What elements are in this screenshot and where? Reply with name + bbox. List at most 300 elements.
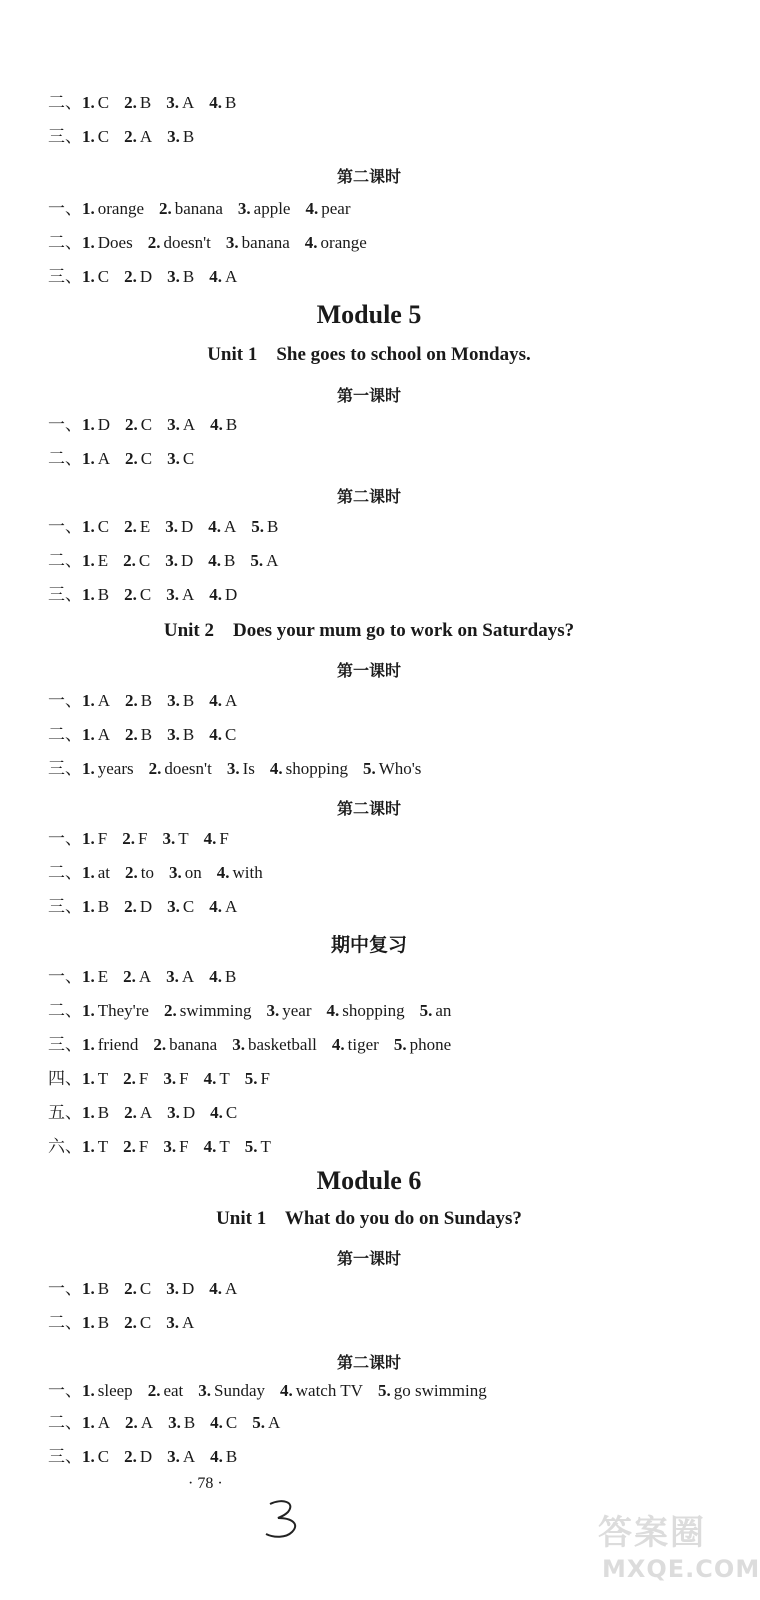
question-number: 2. xyxy=(124,897,137,916)
section-numeral: 三、 xyxy=(48,1447,82,1466)
question-number: 2. xyxy=(124,1279,137,1298)
question-number: 4. xyxy=(203,1069,217,1088)
answer-text: B xyxy=(140,725,153,744)
answer-text: C xyxy=(138,551,151,570)
question-number: 2. xyxy=(153,1035,167,1054)
question-number: 1. xyxy=(82,829,95,848)
answer-text: Does xyxy=(97,233,133,252)
question-number: 5. xyxy=(393,1035,407,1054)
module-heading: Module 6 xyxy=(316,1166,422,1195)
unit-heading: Unit 1 What do you do on Sundays? xyxy=(216,1208,522,1229)
answer-text: C xyxy=(97,267,110,286)
answer-text: Sunday xyxy=(214,1381,266,1400)
section-numeral: 三、 xyxy=(48,759,82,778)
answer-text: C xyxy=(224,725,237,744)
answer-item xyxy=(82,92,109,114)
answer-item xyxy=(124,516,150,538)
answer-item xyxy=(124,266,152,288)
answer-text: F xyxy=(138,1137,149,1156)
answer-text: A xyxy=(181,93,195,112)
answer-item xyxy=(82,516,109,538)
answer-row xyxy=(48,1412,295,1434)
answer-row xyxy=(48,1068,285,1090)
answer-text: shopping xyxy=(285,759,348,778)
question-number: 4. xyxy=(210,1413,223,1432)
answer-item xyxy=(420,1000,452,1022)
answer-item xyxy=(209,92,236,114)
answer-text: A xyxy=(140,1413,154,1432)
answer-text: Is xyxy=(242,759,255,778)
answer-item xyxy=(82,1068,108,1090)
answer-item xyxy=(148,232,211,254)
answer-item xyxy=(204,1136,230,1158)
answer-row xyxy=(48,862,278,884)
answer-item xyxy=(210,1412,237,1434)
section-numeral: 二、 xyxy=(48,1313,82,1332)
answer-item xyxy=(165,516,193,538)
question-number: 5. xyxy=(251,517,265,536)
section-numeral: 一、 xyxy=(48,1381,82,1400)
question-number: 3. xyxy=(167,1103,180,1122)
question-number: 3. xyxy=(165,517,178,536)
answer-text: B xyxy=(224,93,237,112)
answer-text: A xyxy=(224,517,237,536)
answer-text: year xyxy=(282,1001,312,1020)
answer-item xyxy=(82,966,108,988)
answer-row xyxy=(48,1102,252,1124)
answer-item xyxy=(124,1446,152,1468)
answer-item xyxy=(82,198,144,220)
answer-text: banana xyxy=(174,199,223,218)
answer-item xyxy=(238,198,291,220)
question-number: 3. xyxy=(163,1137,177,1156)
answer-text: C xyxy=(225,1103,238,1122)
question-number: 1. xyxy=(82,585,95,604)
question-number: 4. xyxy=(209,1279,222,1298)
answer-row xyxy=(48,550,293,572)
question-number: 1. xyxy=(82,449,95,468)
answer-text: D xyxy=(180,551,194,570)
answer-item xyxy=(198,1380,265,1402)
answer-text: F xyxy=(97,829,108,848)
answer-item xyxy=(163,1068,188,1090)
answer-item xyxy=(125,724,152,746)
answer-text: friend xyxy=(97,1035,139,1054)
answer-text: E xyxy=(97,967,109,986)
answer-item xyxy=(363,758,421,780)
answer-text: orange xyxy=(320,233,367,252)
question-number: 4. xyxy=(216,863,230,882)
answer-item xyxy=(208,516,236,538)
answer-text: watch TV xyxy=(295,1381,363,1400)
answer-item xyxy=(167,126,194,148)
review-heading: 期中复习 xyxy=(330,934,407,956)
lesson-heading: 第一课时 xyxy=(336,386,401,405)
answer-text: D xyxy=(139,1447,153,1466)
answer-item xyxy=(250,550,278,572)
answer-text: F xyxy=(137,829,148,848)
answer-item xyxy=(210,1446,237,1468)
answer-text: C xyxy=(140,415,153,434)
question-number: 3. xyxy=(167,415,180,434)
answer-text: F xyxy=(138,1069,149,1088)
answer-item xyxy=(82,266,109,288)
question-number: 1. xyxy=(82,967,95,986)
answer-item xyxy=(124,896,152,918)
question-number: 1. xyxy=(82,127,95,146)
answer-item xyxy=(210,414,237,436)
question-number: 2. xyxy=(124,1447,137,1466)
answer-text: shopping xyxy=(342,1001,405,1020)
answer-item xyxy=(167,896,194,918)
unit-heading: Unit 2 Does your mum go to work on Saturdays? xyxy=(163,620,575,641)
question-number: 4. xyxy=(209,967,222,986)
question-number: 3. xyxy=(169,863,182,882)
answer-item xyxy=(167,690,194,712)
answer-text: to xyxy=(140,863,155,882)
answer-row xyxy=(48,896,252,918)
answer-row xyxy=(48,690,252,712)
question-number: 1. xyxy=(82,1381,95,1400)
answer-item xyxy=(227,758,255,780)
answer-item xyxy=(82,1380,133,1402)
answer-text: B xyxy=(224,551,236,570)
question-number: 3. xyxy=(167,267,180,286)
answer-item xyxy=(327,1000,405,1022)
question-number: 3. xyxy=(167,897,180,916)
answer-item xyxy=(82,126,109,148)
answer-text: sleep xyxy=(97,1381,133,1400)
answer-row xyxy=(48,414,252,436)
question-number: 3. xyxy=(225,233,239,252)
answer-item xyxy=(82,1278,109,1300)
question-number: 5. xyxy=(250,551,264,570)
answer-item xyxy=(226,232,290,254)
answer-item xyxy=(125,448,152,470)
question-number: 4. xyxy=(203,1137,217,1156)
answer-text: B xyxy=(139,93,152,112)
answer-item xyxy=(162,828,188,850)
lesson-heading: 第二课时 xyxy=(336,1353,401,1372)
question-number: 4. xyxy=(280,1381,293,1400)
question-number: 3. xyxy=(166,93,179,112)
answer-text: B xyxy=(225,1447,238,1466)
answer-row xyxy=(48,198,366,220)
question-number: 1. xyxy=(82,93,95,112)
answer-text: years xyxy=(97,759,134,778)
answer-text: B xyxy=(225,415,238,434)
question-number: 2. xyxy=(125,449,138,468)
answer-text: Who's xyxy=(378,759,422,778)
answer-item xyxy=(82,1412,110,1434)
answer-item xyxy=(217,862,263,884)
section-numeral: 二、 xyxy=(48,93,82,112)
section-numeral: 一、 xyxy=(48,517,82,536)
answer-row xyxy=(48,758,436,780)
answer-text: A xyxy=(268,1413,281,1432)
question-number: 3. xyxy=(266,1001,280,1020)
section-numeral: 二、 xyxy=(48,1413,82,1432)
answer-item xyxy=(82,1034,138,1056)
answer-item xyxy=(209,1278,237,1300)
answer-item xyxy=(123,550,150,572)
answer-text: C xyxy=(139,1313,152,1332)
answer-item xyxy=(82,758,134,780)
question-number: 3. xyxy=(167,1447,180,1466)
answer-text: F xyxy=(260,1069,270,1088)
answer-text: tiger xyxy=(347,1035,379,1054)
question-number: 2. xyxy=(124,127,137,146)
answer-item xyxy=(166,584,194,606)
answer-text: D xyxy=(180,517,194,536)
question-number: 4. xyxy=(209,691,222,710)
answer-row xyxy=(48,828,244,850)
answer-item xyxy=(163,1136,188,1158)
answer-text: C xyxy=(225,1413,238,1432)
answer-text: B xyxy=(182,725,195,744)
question-number: 3. xyxy=(226,759,240,778)
question-number: 3. xyxy=(166,585,179,604)
answer-item xyxy=(209,966,236,988)
question-number: 2. xyxy=(123,551,136,570)
lesson-heading: 第一课时 xyxy=(336,1249,401,1268)
question-number: 1. xyxy=(82,1447,95,1466)
answer-row xyxy=(48,1136,286,1158)
answer-text: B xyxy=(182,267,195,286)
lesson-heading: 第一课时 xyxy=(336,661,401,680)
section-numeral: 三、 xyxy=(48,267,82,286)
answer-item xyxy=(166,1278,194,1300)
question-number: 2. xyxy=(124,93,137,112)
answer-item xyxy=(148,1380,184,1402)
answer-item xyxy=(123,1068,148,1090)
answer-text: T xyxy=(219,1137,230,1156)
question-number: 2. xyxy=(122,829,135,848)
answer-item xyxy=(124,126,152,148)
section-numeral: 三、 xyxy=(48,585,82,604)
answer-item xyxy=(166,1312,194,1334)
answer-text: C xyxy=(97,517,110,536)
answer-item xyxy=(125,862,154,884)
answer-row xyxy=(48,1034,466,1056)
question-number: 2. xyxy=(147,233,161,252)
answer-text: orange xyxy=(97,199,145,218)
answer-item xyxy=(167,724,194,746)
answer-item xyxy=(82,828,107,850)
answer-text: D xyxy=(139,267,153,286)
answer-item xyxy=(245,1136,271,1158)
question-number: 5. xyxy=(244,1069,258,1088)
answer-row xyxy=(48,1312,209,1334)
answer-text: doesn't xyxy=(164,759,212,778)
question-number: 1. xyxy=(82,1001,95,1020)
question-number: 3. xyxy=(167,691,180,710)
lesson-heading: 第二课时 xyxy=(336,167,401,186)
answer-item xyxy=(82,896,109,918)
answer-item xyxy=(167,266,194,288)
answer-text: D xyxy=(181,1279,195,1298)
question-number: 2. xyxy=(159,199,172,218)
answer-item xyxy=(124,1312,151,1334)
answer-text: go swimming xyxy=(393,1381,487,1400)
section-numeral: 二、 xyxy=(48,725,82,744)
answer-item xyxy=(394,1034,451,1056)
answer-text: T xyxy=(219,1069,230,1088)
answer-item xyxy=(305,232,367,254)
question-number: 4. xyxy=(209,897,222,916)
question-number: 2. xyxy=(124,1103,137,1122)
unit-heading: Unit 1 She goes to school on Mondays. xyxy=(207,344,531,365)
question-number: 1. xyxy=(82,1069,95,1088)
section-numeral: 二、 xyxy=(48,233,82,252)
question-number: 4. xyxy=(208,517,222,536)
answer-text: A xyxy=(182,415,196,434)
question-number: 1. xyxy=(82,863,95,882)
answer-text: B xyxy=(183,1413,196,1432)
answer-item xyxy=(167,1102,195,1124)
answer-item xyxy=(210,1102,237,1124)
answer-item xyxy=(251,516,278,538)
answer-item xyxy=(82,1312,109,1334)
answer-row xyxy=(48,724,251,746)
answer-text: A xyxy=(139,1103,153,1122)
question-number: 2. xyxy=(125,691,138,710)
question-number: 2. xyxy=(123,1137,136,1156)
question-number: 3. xyxy=(165,551,178,570)
answer-text: A xyxy=(224,691,238,710)
watermark-logo xyxy=(598,1505,760,1591)
answer-text: with xyxy=(232,863,263,882)
question-number: 4. xyxy=(210,415,223,434)
answer-item xyxy=(305,198,350,220)
answer-item xyxy=(82,724,110,746)
section-numeral: 一、 xyxy=(48,199,82,218)
answer-text: B xyxy=(182,127,195,146)
answer-item xyxy=(204,1068,230,1090)
answer-item xyxy=(267,1000,312,1022)
question-number: 4. xyxy=(305,199,319,218)
question-number: 4. xyxy=(209,725,222,744)
question-number: 1. xyxy=(82,517,95,536)
question-number: 1. xyxy=(82,551,95,570)
answer-text: C xyxy=(97,127,110,146)
answer-text: basketball xyxy=(247,1035,317,1054)
question-number: 1. xyxy=(82,1279,95,1298)
answer-item xyxy=(82,448,110,470)
answer-text: B xyxy=(140,691,153,710)
question-number: 4. xyxy=(209,585,222,604)
answer-row xyxy=(48,966,251,988)
section-numeral: 二、 xyxy=(48,449,82,468)
answer-text: C xyxy=(182,449,195,468)
answer-item xyxy=(123,1136,148,1158)
answer-item xyxy=(167,1446,195,1468)
answer-item xyxy=(123,966,151,988)
answer-row xyxy=(48,1446,252,1468)
answer-item xyxy=(208,550,235,572)
question-number: 4. xyxy=(304,233,318,252)
section-numeral: 一、 xyxy=(48,691,82,710)
answer-row xyxy=(48,232,382,254)
question-number: 2. xyxy=(124,267,137,286)
question-number: 3. xyxy=(168,1413,181,1432)
answer-item xyxy=(125,414,152,436)
question-number: 2. xyxy=(125,415,138,434)
question-number: 4. xyxy=(331,1035,345,1054)
question-number: 4. xyxy=(269,759,283,778)
answer-row xyxy=(48,1000,466,1022)
question-number: 1. xyxy=(82,759,95,778)
watermark-text: 答案圈 xyxy=(598,1513,706,1553)
question-number: 4. xyxy=(210,1103,223,1122)
answer-text: T xyxy=(97,1069,109,1088)
answer-item xyxy=(82,232,133,254)
answer-row xyxy=(48,92,251,114)
answer-item xyxy=(209,266,237,288)
answer-item xyxy=(166,966,194,988)
answer-text: B xyxy=(97,1279,110,1298)
lesson-heading: 第二课时 xyxy=(336,799,401,818)
answer-item xyxy=(82,862,110,884)
question-number: 1. xyxy=(82,1035,95,1054)
section-numeral: 二、 xyxy=(48,1001,82,1020)
answer-text: A xyxy=(266,551,279,570)
answer-text: A xyxy=(181,585,195,604)
question-number: 4. xyxy=(326,1001,340,1020)
question-number: 2. xyxy=(124,517,137,536)
answer-text: D xyxy=(97,415,111,434)
answer-item xyxy=(124,584,151,606)
answer-item xyxy=(252,1412,280,1434)
answer-row xyxy=(48,1278,252,1300)
question-number: 2. xyxy=(148,759,162,778)
question-number: 2. xyxy=(125,725,138,744)
answer-row xyxy=(48,1380,502,1402)
answer-text: C xyxy=(140,449,153,468)
answer-item xyxy=(270,758,348,780)
question-number: 5. xyxy=(252,1413,265,1432)
question-number: 2. xyxy=(125,1413,138,1432)
answer-item xyxy=(122,828,147,850)
answer-item xyxy=(153,1034,217,1056)
question-number: 4. xyxy=(203,829,217,848)
answer-text: C xyxy=(97,93,110,112)
answer-text: T xyxy=(260,1137,271,1156)
answer-text: A xyxy=(224,267,238,286)
answer-text: D xyxy=(182,1103,196,1122)
answer-text: on xyxy=(184,863,202,882)
answer-text: B xyxy=(97,1313,110,1332)
answer-row xyxy=(48,266,252,288)
question-number: 4. xyxy=(210,1447,223,1466)
answer-row xyxy=(48,584,252,606)
answer-text: A xyxy=(97,725,111,744)
answer-item xyxy=(232,1034,317,1056)
answer-text: banana xyxy=(169,1035,218,1054)
answer-text: B xyxy=(97,585,110,604)
answer-text: T xyxy=(97,1137,109,1156)
answer-text: phone xyxy=(409,1035,452,1054)
answer-text: at xyxy=(97,863,111,882)
answer-text: C xyxy=(97,1447,110,1466)
question-number: 4. xyxy=(208,551,222,570)
answer-text: F xyxy=(219,829,229,848)
section-numeral: 一、 xyxy=(48,829,82,848)
question-number: 3. xyxy=(167,725,180,744)
answer-item xyxy=(280,1380,363,1402)
section-numeral: 二、 xyxy=(48,863,82,882)
question-number: 2. xyxy=(124,1313,137,1332)
